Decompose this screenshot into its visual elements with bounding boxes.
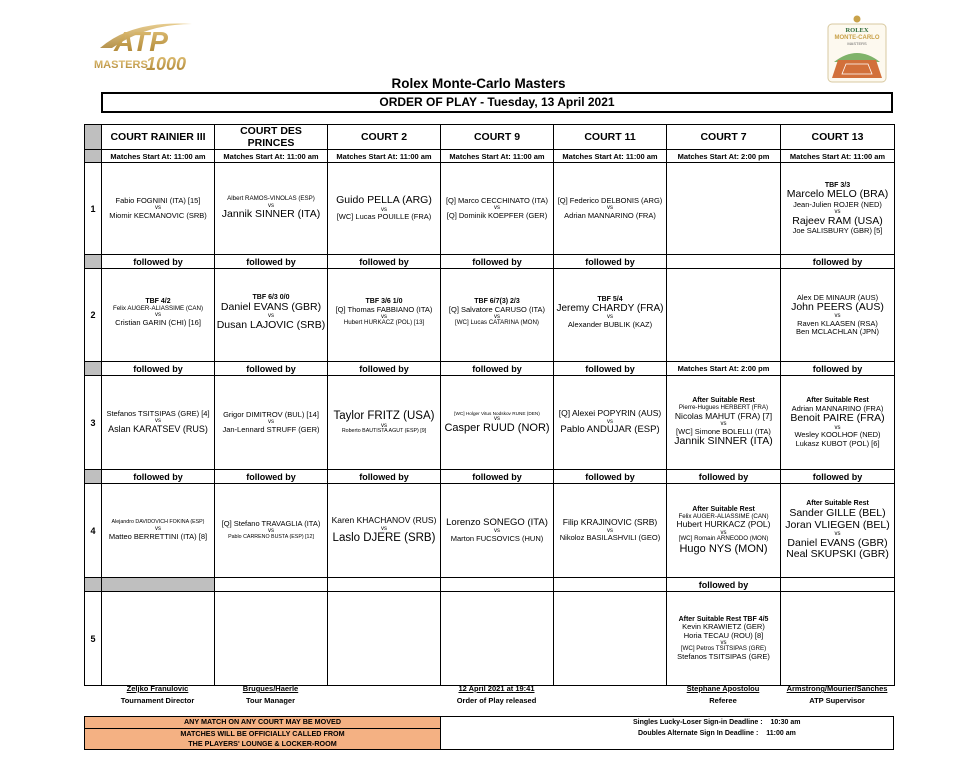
match-cell	[441, 376, 554, 470]
vs-label: vs	[381, 313, 387, 320]
player: Roberto BAUTISTA AGUT (ESP) [9]	[341, 428, 427, 435]
player: Filip KRAJINOVIC (SRB)	[562, 517, 658, 528]
player: Cristian GARIN (CHI) [16]	[115, 317, 201, 327]
player: Jeremy CHARDY (FRA)	[556, 303, 664, 315]
row-marker	[85, 150, 102, 163]
match-label: After Suitable Rest TBF 4/5	[678, 615, 769, 623]
match-cell	[781, 269, 895, 362]
followed-by: followed by	[328, 362, 441, 376]
followed-by	[667, 255, 781, 269]
vs-label: vs	[494, 528, 500, 535]
court-header: COURT 2	[328, 125, 441, 150]
player: Sander GILLE (BEL)	[789, 506, 886, 519]
match-label: After Suitable Rest	[692, 397, 755, 405]
player: Miomir KECMANOVIC (SRB)	[109, 210, 207, 220]
round-number: 5	[85, 592, 102, 686]
atp-masters-1000-logo	[92, 18, 197, 73]
signature-manager: Brugues/Haerle Tour Manager	[242, 684, 299, 705]
notice-box	[85, 717, 441, 749]
start-time: Matches Start At: 2:00 pm	[667, 150, 781, 163]
match-cell-empty	[215, 592, 328, 686]
match-cell	[328, 163, 441, 255]
deadline-singles: Singles Lucky-Loser Sign-in Deadline : 10:30 am	[633, 719, 801, 726]
followed-by: followed by	[441, 362, 554, 376]
vs-label: vs	[607, 418, 613, 425]
player: Felix AUGER-ALIASSIME (CAN)	[112, 304, 204, 312]
svg-text:MASTERS: MASTERS	[94, 59, 148, 71]
separator-cell	[781, 578, 895, 592]
vs-label: vs	[834, 209, 841, 216]
player: [Q] Federico DELBONIS (ARG)	[557, 195, 663, 205]
followed-by: followed by	[441, 470, 554, 484]
player: Grigor DIMITROV (BUL) [14]	[223, 409, 319, 419]
vs-label: vs	[268, 313, 274, 320]
player: [WC] Petros TSITSIPAS (GRE)	[680, 645, 767, 653]
match-cell	[102, 376, 215, 470]
match-row-1	[85, 163, 895, 255]
match-cell-empty	[667, 269, 781, 362]
vs-label: vs	[268, 202, 274, 209]
court-header: COURT RAINIER III	[102, 125, 215, 150]
player: Rajeev RAM (USA)	[792, 214, 883, 227]
player: Jannik SINNER (ITA)	[221, 208, 321, 221]
player: Lorenzo SONEGO (ITA)	[446, 516, 548, 528]
row-marker	[85, 255, 102, 269]
match-label: TBF 6/7(3) 2/3	[474, 297, 520, 305]
followed-by: followed by	[667, 578, 781, 592]
vs-label: vs	[834, 424, 841, 431]
notice-line: ANY MATCH ON ANY COURT MAY BE MOVED	[85, 717, 440, 729]
separator-cell	[328, 578, 441, 592]
match-label: TBF 5/4	[597, 295, 623, 303]
match-cell-empty	[102, 592, 215, 686]
match-label: TBF 6/3 0/0	[252, 293, 290, 301]
separator-cell	[102, 578, 215, 592]
player: Matteo BERRETTINI (ITA) [8]	[108, 531, 208, 541]
player: Raven KLAASEN (RSA)	[797, 318, 878, 328]
match-row-2	[85, 269, 895, 362]
separator-cell	[554, 578, 667, 592]
match-row-5	[85, 592, 895, 686]
deadline-doubles: Doubles Alternate Sign In Deadline : 11:00 am	[638, 730, 796, 737]
page-title: Rolex Monte-Carlo Masters	[391, 76, 566, 91]
player: Casper RUUD (NOR)	[444, 422, 550, 435]
player: Alexander BUBLIK (KAZ)	[567, 320, 653, 330]
match-cell	[554, 376, 667, 470]
match-cell-empty	[441, 592, 554, 686]
player: Hubert HURKACZ (POL) [13]	[343, 319, 425, 327]
followed-by: followed by	[102, 470, 215, 484]
rolex-monte-carlo-logo	[822, 12, 892, 84]
vs-label: vs	[155, 205, 161, 212]
match-label: After Suitable Rest	[806, 500, 869, 508]
player: Daniel EVANS (GBR)	[787, 536, 888, 549]
vs-label: vs	[155, 525, 161, 532]
followed-by: followed by	[441, 255, 554, 269]
followed-by: followed by	[554, 470, 667, 484]
match-cell	[441, 484, 554, 578]
player: Marton FUCSOVICS (HUN)	[450, 533, 544, 543]
player: [WC] Lucas CATARINA (MON)	[455, 319, 539, 327]
release-info: 12 April 2021 at 19:41 Order of Play released	[456, 684, 537, 705]
match-cell	[781, 484, 895, 578]
followed-by-row	[85, 362, 895, 376]
player: Marcelo MELO (BRA)	[786, 188, 889, 201]
followed-by: followed by	[328, 470, 441, 484]
player: John PEERS (AUS)	[791, 300, 884, 313]
player: Hugo NYS (MON)	[679, 543, 768, 556]
vs-label: vs	[381, 422, 387, 429]
player: Stefanos TSITSIPAS (GRE) [4]	[106, 409, 210, 419]
match-cell	[781, 163, 895, 255]
followed-by-row	[85, 470, 895, 484]
match-cell	[328, 376, 441, 470]
player: [Q] Alexei POPYRIN (AUS)	[558, 408, 662, 419]
vs-label: vs	[834, 531, 841, 538]
player: Hubert HURKACZ (POL)	[676, 519, 771, 530]
player: Aslan KARATSEV (RUS)	[108, 423, 208, 434]
match-cell-empty	[781, 592, 895, 686]
player: [WC] Holger Vitus Nodskov RUNE (DEN)	[454, 410, 540, 416]
start-time: Matches Start At: 11:00 am	[215, 150, 328, 163]
match-cell	[667, 592, 781, 686]
vs-label: vs	[720, 639, 727, 646]
vs-label: vs	[607, 527, 613, 534]
svg-text:MONTE-CARLO: MONTE-CARLO	[834, 35, 880, 41]
followed-by: followed by	[328, 255, 441, 269]
match-label: TBF 3/6 1/0	[365, 297, 403, 305]
signature-director: Zeljko Franulovic Tournament Director	[120, 684, 195, 705]
match-cell	[554, 484, 667, 578]
vs-label: vs	[607, 314, 613, 321]
player: Guido PELLA (ARG)	[336, 194, 432, 207]
player: Laslo DJERE (SRB)	[332, 532, 436, 545]
followed-by: followed by	[215, 362, 328, 376]
followed-by: followed by	[781, 362, 895, 376]
court-header: COURT 7	[667, 125, 781, 150]
player: Nicolas MAHUT (FRA) [7]	[674, 410, 773, 421]
player: [WC] Simone BOLELLI (ITA)	[676, 426, 771, 436]
player: Adrian MANNARINO (FRA)	[791, 403, 884, 413]
match-cell-empty	[667, 163, 781, 255]
court-header: COURT 9	[441, 125, 554, 150]
vs-label: vs	[494, 205, 500, 212]
player: [Q] Salvatore CARUSO (ITA)	[448, 304, 546, 314]
match-row-3	[85, 376, 895, 470]
match-cell	[667, 376, 781, 470]
match-cell	[215, 484, 328, 578]
match-cell	[667, 484, 781, 578]
corner-cell	[85, 125, 102, 150]
round-number: 3	[85, 376, 102, 470]
order-of-play-date: ORDER OF PLAY - Tuesday, 13 April 2021	[101, 92, 893, 113]
followed-by: followed by	[102, 362, 215, 376]
player: Felix AUGER-ALIASSIME (CAN)	[678, 512, 769, 520]
player: Nikoloz BASILASHVILI (GEO)	[559, 533, 661, 543]
player: Albert RAMOS-VINOLAS (ESP)	[227, 195, 315, 203]
vs-label: vs	[834, 313, 841, 320]
vs-label: vs	[268, 528, 274, 535]
vs-label: vs	[720, 421, 727, 428]
player: Adrian MANNARINO (FRA)	[564, 210, 656, 220]
player: Pablo CARRENO BUSTA (ESP) [12]	[228, 534, 314, 541]
vs-label: vs	[381, 206, 387, 213]
notice-line: THE PLAYERS' LOUNGE & LOCKER-ROOM	[188, 739, 337, 748]
player: Horia TECAU (ROU) [8]	[683, 630, 764, 640]
followed-by-row	[85, 578, 895, 592]
row-marker	[85, 578, 102, 592]
player: Fabio FOGNINI (ITA) [15]	[115, 195, 201, 205]
player: Alejandro DAVIDOVICH FOKINA (ESP)	[111, 519, 205, 526]
followed-by: followed by	[102, 255, 215, 269]
player: Dusan LAJOVIC (SRB)	[216, 318, 326, 331]
followed-by: followed by	[667, 470, 781, 484]
match-cell-empty	[328, 592, 441, 686]
match-cell	[554, 163, 667, 255]
row-marker	[85, 362, 102, 376]
player: Joe SALISBURY (GBR) [5]	[792, 226, 883, 236]
match-label: TBF 4/2	[145, 297, 171, 305]
match-label: After Suitable Rest	[806, 397, 869, 405]
court-header: COURT 13	[781, 125, 895, 150]
vs-label: vs	[381, 525, 387, 532]
player: Daniel EVANS (GBR)	[220, 300, 322, 313]
match-cell	[441, 269, 554, 362]
vs-label: vs	[494, 313, 500, 320]
followed-by: followed by	[781, 255, 895, 269]
start-time: Matches Start At: 2:00 pm	[667, 362, 781, 376]
start-time: Matches Start At: 11:00 am	[102, 150, 215, 163]
player: [WC] Lucas POUILLE (FRA)	[336, 212, 432, 222]
match-label: TBF 3/3	[824, 181, 851, 189]
player: [WC] Romain ARNEODO (MON)	[678, 535, 769, 543]
followed-by: followed by	[215, 470, 328, 484]
match-cell	[102, 163, 215, 255]
svg-text:MASTERS: MASTERS	[847, 41, 867, 46]
match-cell	[102, 269, 215, 362]
match-row-4	[85, 484, 895, 578]
start-time: Matches Start At: 11:00 am	[554, 150, 667, 163]
match-label: After Suitable Rest	[692, 505, 755, 513]
followed-by: followed by	[781, 470, 895, 484]
vs-label: vs	[607, 205, 613, 212]
player: Joran VLIEGEN (BEL)	[785, 518, 890, 531]
player: Ben MCLACHLAN (JPN)	[796, 327, 879, 337]
player: Karen KHACHANOV (RUS)	[331, 515, 437, 526]
court-header: COURT DES PRINCES	[215, 125, 328, 150]
player: [Q] Thomas FABBIANO (ITA)	[335, 304, 433, 314]
start-time: Matches Start At: 11:00 am	[781, 150, 895, 163]
match-cell	[781, 376, 895, 470]
round-number: 1	[85, 163, 102, 255]
match-cell	[554, 269, 667, 362]
player: [Q] Dominik KOEPFER (GER)	[446, 210, 548, 220]
player: Stefanos TSITSIPAS (GRE)	[677, 652, 770, 662]
match-cell	[102, 484, 215, 578]
round-number: 2	[85, 269, 102, 362]
followed-by: followed by	[554, 362, 667, 376]
start-time: Matches Start At: 11:00 am	[441, 150, 554, 163]
player: Jan-Lennard STRUFF (GER)	[222, 424, 320, 434]
row-marker	[85, 470, 102, 484]
order-of-play-table	[84, 124, 895, 686]
court-header-row	[85, 125, 895, 150]
notice-line: MATCHES WILL BE OFFICIALLY CALLED FROM	[180, 728, 345, 738]
vs-label: vs	[155, 312, 161, 319]
start-time: Matches Start At: 11:00 am	[328, 150, 441, 163]
svg-text:ROLEX: ROLEX	[845, 27, 869, 34]
vs-label: vs	[494, 415, 500, 422]
match-cell	[441, 163, 554, 255]
player: Neal SKUPSKI (GBR)	[786, 548, 889, 561]
signature-supervisor: Armstrong/Mourier/Sanches ATP Supervisor	[786, 684, 888, 705]
player: Jannik SINNER (ITA)	[674, 435, 773, 448]
match-cell	[215, 376, 328, 470]
followed-by: followed by	[215, 255, 328, 269]
start-time-row	[85, 150, 895, 163]
separator-cell	[441, 578, 554, 592]
followed-by: followed by	[554, 255, 667, 269]
vs-label: vs	[720, 529, 727, 536]
match-cell	[328, 269, 441, 362]
player: Jean-Julien ROJER (NED)	[793, 199, 882, 209]
player: Lukasz KUBOT (POL) [6]	[795, 438, 880, 448]
player: Pierre-Hugues HERBERT (FRA)	[678, 404, 769, 412]
player: Benoit PAIRE (FRA)	[790, 412, 885, 425]
footer-notices	[84, 716, 894, 750]
court-header: COURT 11	[554, 125, 667, 150]
match-cell	[215, 269, 328, 362]
match-cell	[328, 484, 441, 578]
player: Wesley KOOLHOF (NED)	[794, 430, 881, 440]
player: [Q] Marco CECCHINATO (ITA)	[445, 195, 549, 205]
followed-by-row	[85, 255, 895, 269]
player: Pablo ANDUJAR (ESP)	[560, 424, 660, 436]
player: Kevin KRAWIETZ (GER)	[682, 622, 765, 632]
vs-label: vs	[268, 419, 274, 426]
separator-cell	[215, 578, 328, 592]
round-number: 4	[85, 484, 102, 578]
match-cell-empty	[554, 592, 667, 686]
vs-label: vs	[155, 418, 161, 425]
match-cell	[215, 163, 328, 255]
player: Alex DE MINAUR (AUS)	[796, 292, 879, 302]
svg-text:ATP: ATP	[114, 26, 168, 57]
player: [Q] Stefano TRAVAGLIA (ITA)	[221, 519, 321, 529]
svg-text:1000: 1000	[146, 54, 187, 73]
signature-referee: Stephane Apostolou Referee	[686, 684, 760, 705]
player: Taylor FRITZ (USA)	[333, 409, 435, 422]
